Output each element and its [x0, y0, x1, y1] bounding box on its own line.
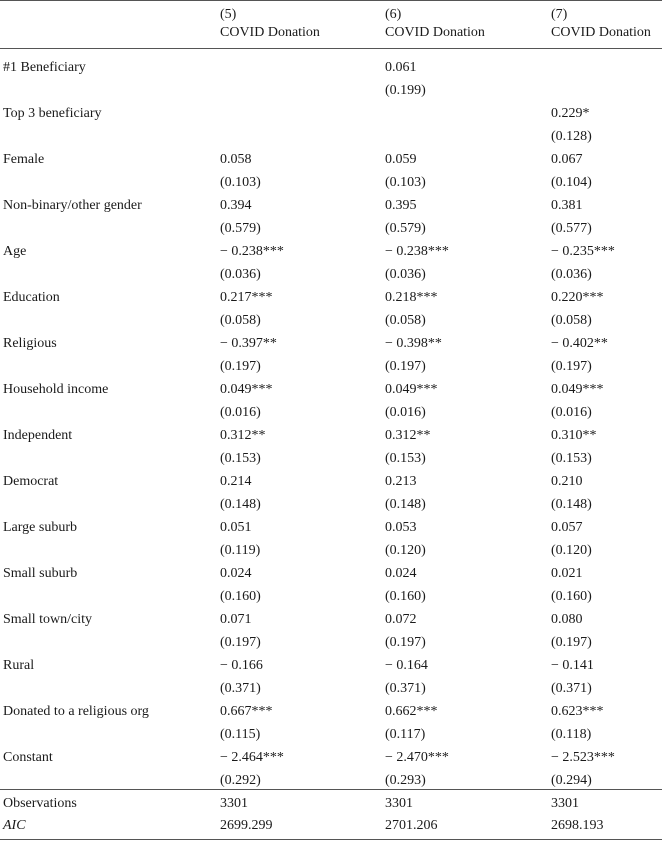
header-rule — [0, 48, 662, 49]
observations-value: 3301 — [385, 796, 413, 811]
column-header — [220, 6, 320, 42]
coefficient-cell: 0.213 — [385, 474, 417, 489]
table-row — [0, 149, 662, 171]
standard-error-cell: (0.103) — [220, 175, 261, 190]
table-row-se — [0, 448, 662, 470]
row-label: Small town/city — [3, 612, 93, 627]
row-label: Independent — [3, 428, 73, 443]
table-row-se — [0, 264, 662, 286]
row-label: Household income — [3, 382, 109, 397]
table-row-se — [0, 678, 662, 700]
standard-error-cell: (0.120) — [551, 543, 592, 558]
table-row-se — [0, 172, 662, 194]
header-row — [0, 6, 662, 46]
row-label: Religious — [3, 336, 57, 351]
coefficient-cell: 0.310** — [551, 428, 597, 443]
coefficient-cell: 0.051 — [220, 520, 252, 535]
table-row — [0, 747, 662, 769]
row-label: Large suburb — [3, 520, 77, 535]
standard-error-cell: (0.117) — [385, 727, 426, 742]
standard-error-cell: (0.148) — [551, 497, 592, 512]
standard-error-cell: (0.036) — [551, 267, 592, 282]
row-label: Democrat — [3, 474, 59, 489]
column-label: COVID Donation — [220, 25, 320, 40]
coefficient-cell: 0.024 — [385, 566, 417, 581]
standard-error-cell: (0.160) — [385, 589, 426, 604]
observations-row — [0, 793, 662, 815]
table-row-se — [0, 402, 662, 424]
coefficient-cell: 0.049*** — [551, 382, 604, 397]
table-row — [0, 655, 662, 677]
table-row — [0, 471, 662, 493]
standard-error-cell: (0.294) — [551, 773, 592, 788]
coefficient-cell: − 0.397** — [220, 336, 277, 351]
standard-error-cell: (0.058) — [551, 313, 592, 328]
aic-row — [0, 815, 662, 837]
coefficient-cell: 0.662*** — [385, 704, 438, 719]
coefficient-cell: − 2.523*** — [551, 750, 615, 765]
column-number: (5) — [220, 7, 237, 22]
coefficient-cell: 0.067 — [551, 152, 583, 167]
standard-error-cell: (0.371) — [551, 681, 592, 696]
standard-error-cell: (0.103) — [385, 175, 426, 190]
standard-error-cell: (0.197) — [220, 635, 261, 650]
coefficient-cell: 0.381 — [551, 198, 583, 213]
coefficient-cell: 0.071 — [220, 612, 252, 627]
coefficient-cell: 0.058 — [220, 152, 252, 167]
coefficient-cell: 0.217*** — [220, 290, 273, 305]
standard-error-cell: (0.197) — [551, 359, 592, 374]
row-label: Observations — [3, 796, 77, 811]
coefficient-cell: 0.312** — [385, 428, 431, 443]
standard-error-cell: (0.197) — [385, 359, 426, 374]
standard-error-cell: (0.197) — [551, 635, 592, 650]
standard-error-cell: (0.371) — [385, 681, 426, 696]
table-row — [0, 195, 662, 217]
standard-error-cell: (0.119) — [220, 543, 261, 558]
standard-error-cell: (0.115) — [220, 727, 261, 742]
standard-error-cell: (0.197) — [220, 359, 261, 374]
table-row — [0, 333, 662, 355]
standard-error-cell: (0.293) — [385, 773, 426, 788]
coefficient-cell: 0.049*** — [385, 382, 438, 397]
table-row-se — [0, 586, 662, 608]
table-row — [0, 563, 662, 585]
row-label: AIC — [3, 818, 26, 833]
row-label: Donated to a religious org — [3, 704, 149, 719]
coefficient-cell: 0.053 — [385, 520, 417, 535]
standard-error-cell: (0.160) — [220, 589, 261, 604]
row-label: Top 3 beneficiary — [3, 106, 102, 121]
coefficient-cell: 0.057 — [551, 520, 583, 535]
standard-error-cell: (0.160) — [551, 589, 592, 604]
table-row — [0, 241, 662, 263]
standard-error-cell: (0.016) — [385, 405, 426, 420]
coefficient-cell: 0.072 — [385, 612, 417, 627]
column-label: COVID Donation — [385, 25, 485, 40]
table-row — [0, 701, 662, 723]
standard-error-cell: (0.128) — [551, 129, 592, 144]
coefficient-cell: 0.394 — [220, 198, 252, 213]
table-row — [0, 287, 662, 309]
standard-error-cell: (0.104) — [551, 175, 592, 190]
table-row-se — [0, 80, 662, 102]
coefficient-cell: 0.229* — [551, 106, 590, 121]
coefficient-cell: − 0.164 — [385, 658, 428, 673]
standard-error-cell: (0.153) — [220, 451, 261, 466]
column-header — [551, 6, 651, 42]
observations-value: 3301 — [551, 796, 579, 811]
standard-error-cell: (0.036) — [220, 267, 261, 282]
table-row-se — [0, 540, 662, 562]
standard-error-cell: (0.148) — [385, 497, 426, 512]
row-label: #1 Beneficiary — [3, 60, 86, 75]
coefficient-cell: 0.312** — [220, 428, 266, 443]
coefficient-cell: 0.623*** — [551, 704, 604, 719]
coefficient-cell: − 0.238*** — [220, 244, 284, 259]
coefficient-cell: 0.220*** — [551, 290, 604, 305]
standard-error-cell: (0.016) — [551, 405, 592, 420]
row-label: Non-binary/other gender — [3, 198, 142, 213]
aic-value: 2699.299 — [220, 818, 273, 833]
bottom-rule — [0, 839, 662, 840]
standard-error-cell: (0.579) — [220, 221, 261, 236]
table-row — [0, 609, 662, 631]
table-row — [0, 425, 662, 447]
standard-error-cell: (0.058) — [220, 313, 261, 328]
coefficient-cell: − 0.398** — [385, 336, 442, 351]
standard-error-cell: (0.148) — [220, 497, 261, 512]
coefficient-cell: 0.024 — [220, 566, 252, 581]
top-rule — [0, 0, 662, 1]
row-label: Female — [3, 152, 45, 167]
column-label: COVID Donation — [551, 25, 651, 40]
column-number: (7) — [551, 7, 568, 22]
table-row — [0, 517, 662, 539]
standard-error-cell: (0.292) — [220, 773, 261, 788]
table-row-se — [0, 310, 662, 332]
standard-error-cell: (0.058) — [385, 313, 426, 328]
coefficient-cell: 0.061 — [385, 60, 417, 75]
coefficient-cell: 0.049*** — [220, 382, 273, 397]
observations-value: 3301 — [220, 796, 248, 811]
standard-error-cell: (0.153) — [385, 451, 426, 466]
coefficient-cell: − 0.141 — [551, 658, 594, 673]
footer-rule — [0, 789, 662, 790]
standard-error-cell: (0.577) — [551, 221, 592, 236]
standard-error-cell: (0.197) — [385, 635, 426, 650]
row-label: Education — [3, 290, 60, 305]
table-row-se — [0, 494, 662, 516]
coefficient-cell: − 0.166 — [220, 658, 263, 673]
standard-error-cell: (0.120) — [385, 543, 426, 558]
standard-error-cell: (0.371) — [220, 681, 261, 696]
table-row — [0, 103, 662, 125]
coefficient-cell: 0.210 — [551, 474, 583, 489]
table-row-se — [0, 126, 662, 148]
table-row-se — [0, 632, 662, 654]
coefficient-cell: 0.214 — [220, 474, 252, 489]
standard-error-cell: (0.579) — [385, 221, 426, 236]
standard-error-cell: (0.153) — [551, 451, 592, 466]
table-row-se — [0, 218, 662, 240]
coefficient-cell: 0.059 — [385, 152, 417, 167]
table-row-se — [0, 356, 662, 378]
row-label: Rural — [3, 658, 35, 673]
column-number: (6) — [385, 7, 402, 22]
coefficient-cell: − 2.464*** — [220, 750, 284, 765]
standard-error-cell: (0.036) — [385, 267, 426, 282]
row-label: Small suburb — [3, 566, 78, 581]
coefficient-cell: 0.667*** — [220, 704, 273, 719]
coefficient-cell: − 0.238*** — [385, 244, 449, 259]
coefficient-cell: 0.021 — [551, 566, 583, 581]
aic-value: 2701.206 — [385, 818, 438, 833]
table-row-se — [0, 724, 662, 746]
row-label: Constant — [3, 750, 53, 765]
column-header — [385, 6, 485, 42]
coefficient-cell: − 2.470*** — [385, 750, 449, 765]
table-row — [0, 379, 662, 401]
standard-error-cell: (0.199) — [385, 83, 426, 98]
table-row — [0, 57, 662, 79]
coefficient-cell: − 0.235*** — [551, 244, 615, 259]
row-label: Age — [3, 244, 27, 259]
coefficient-cell: 0.395 — [385, 198, 417, 213]
coefficient-cell: − 0.402** — [551, 336, 608, 351]
aic-value: 2698.193 — [551, 818, 604, 833]
coefficient-cell: 0.080 — [551, 612, 583, 627]
standard-error-cell: (0.118) — [551, 727, 592, 742]
standard-error-cell: (0.016) — [220, 405, 261, 420]
coefficient-cell: 0.218*** — [385, 290, 438, 305]
